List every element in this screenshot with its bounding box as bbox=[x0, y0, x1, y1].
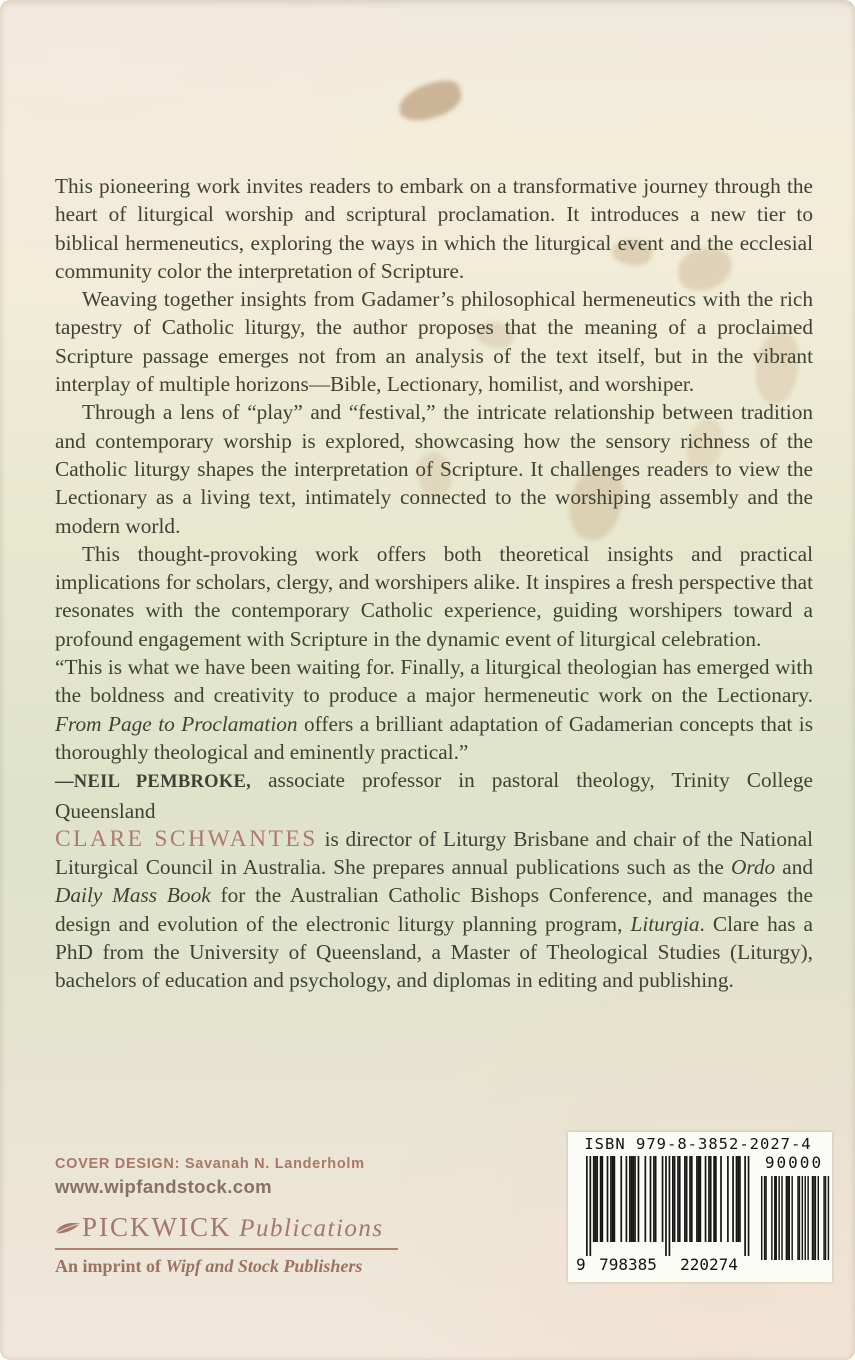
cover-design-credit: COVER DESIGN: Savanah N. Landerholm bbox=[55, 1156, 365, 1172]
endorser-role: associate professor in pastoral theology, Trinity College Queensland bbox=[55, 768, 813, 823]
pickwick-leaf-icon bbox=[55, 1221, 81, 1241]
ean13-barcode bbox=[576, 1156, 754, 1276]
publisher-block bbox=[55, 1156, 398, 1277]
barcode-digit: 9 bbox=[576, 1255, 586, 1274]
synopsis-paragraph: Through a lens of “play” and “festival,” the intricate relationship between tradition and contemporary worship is explored, showcasing how the sensory richness of the Catholic liturgy shapes the interpretation of Scripture. It challenges readers to view the Lectionary as a living text, intimately connected to the worshiping assembly and the modern world. bbox=[55, 400, 813, 538]
author-bio bbox=[55, 825, 813, 995]
imprint-type: Publications bbox=[231, 1215, 384, 1242]
isbn-barcode bbox=[568, 1132, 832, 1282]
watercolor-leaf-icon bbox=[395, 77, 465, 125]
synopsis-paragraph: Weaving together insights from Gadamer’s philosophical hermeneutics with the rich tapestry of Catholic liturgy, the author proposes that the meaning of a proclaimed Scripture passage emerges not from an analysis of the text itself, but in the vibrant interplay of multiple horizons—Bible, Lectionary, homilist, and worshiper. bbox=[55, 287, 813, 397]
endorsement-quote: “This is what we have been waiting for. Finally, a liturgical theologian has emerged with the boldness and creativity to produce a major hermeneutic work on the Lectionary. From Page to Proclamation offers a brilliant adaptation of Gadamerian concepts that is thoroughly theological and eminently practical.” bbox=[55, 655, 813, 764]
author-bio-text: is director of Liturgy Brisbane and chair of the National Liturgical Council in Australia. She prepares annual publications such as the Ordo and Daily Mass Book for the Australian Catholic Bishops Conference, and manages the design and evolution of the electronic liturgy planning program, Liturgia. Clare has a PhD from the University of Queensland, a Master of Theological Studies (Liturgy), bachelors of education and psychology, and diplomas in editing and publishing. bbox=[55, 826, 814, 993]
endorsement-attribution bbox=[55, 766, 813, 825]
barcode-digit-group: 220274 bbox=[680, 1255, 738, 1274]
imprint-tagline bbox=[55, 1256, 398, 1277]
imprint-tagline-prefix: An imprint of bbox=[55, 1256, 166, 1276]
synopsis-paragraph: This pioneering work invites readers to embark on a transformative journey through the heart of liturgical worship and scriptural proclamation. It introduces a new tier to biblical hermeneutics, exploring the ways in which the liturgical event and the ecclesial community color the interpretation of Scripture. bbox=[55, 174, 813, 283]
ean5-supplement-barcode bbox=[760, 1176, 830, 1262]
synopsis-paragraph: This thought-provoking work offers both theoretical insights and practical implications for scholars, clergy, and worshipers alike. It inspires a fresh perspective that resonates with the contemporary Catholic experience, guiding worshipers toward a profound engagement with Scripture in the dynamic event of liturgical celebration. bbox=[55, 541, 813, 651]
pickwick-logo bbox=[55, 1212, 398, 1250]
imprint-name: PICKWICK bbox=[82, 1212, 232, 1242]
barcode-price-code: 90000 bbox=[764, 1153, 824, 1172]
back-cover-text bbox=[55, 172, 813, 995]
publisher-website[interactable]: www.wipfandstock.com bbox=[55, 1176, 273, 1197]
barcode-digit-group: 798385 bbox=[599, 1255, 657, 1274]
endorser-name: —NEIL PEMBROKE, bbox=[55, 772, 252, 793]
author-name: CLARE SCHWANTES bbox=[55, 825, 318, 852]
imprint-tagline-name: Wipf and Stock Publishers bbox=[165, 1256, 363, 1276]
isbn-number: ISBN 979-8-3852-2027-4 bbox=[584, 1135, 812, 1153]
